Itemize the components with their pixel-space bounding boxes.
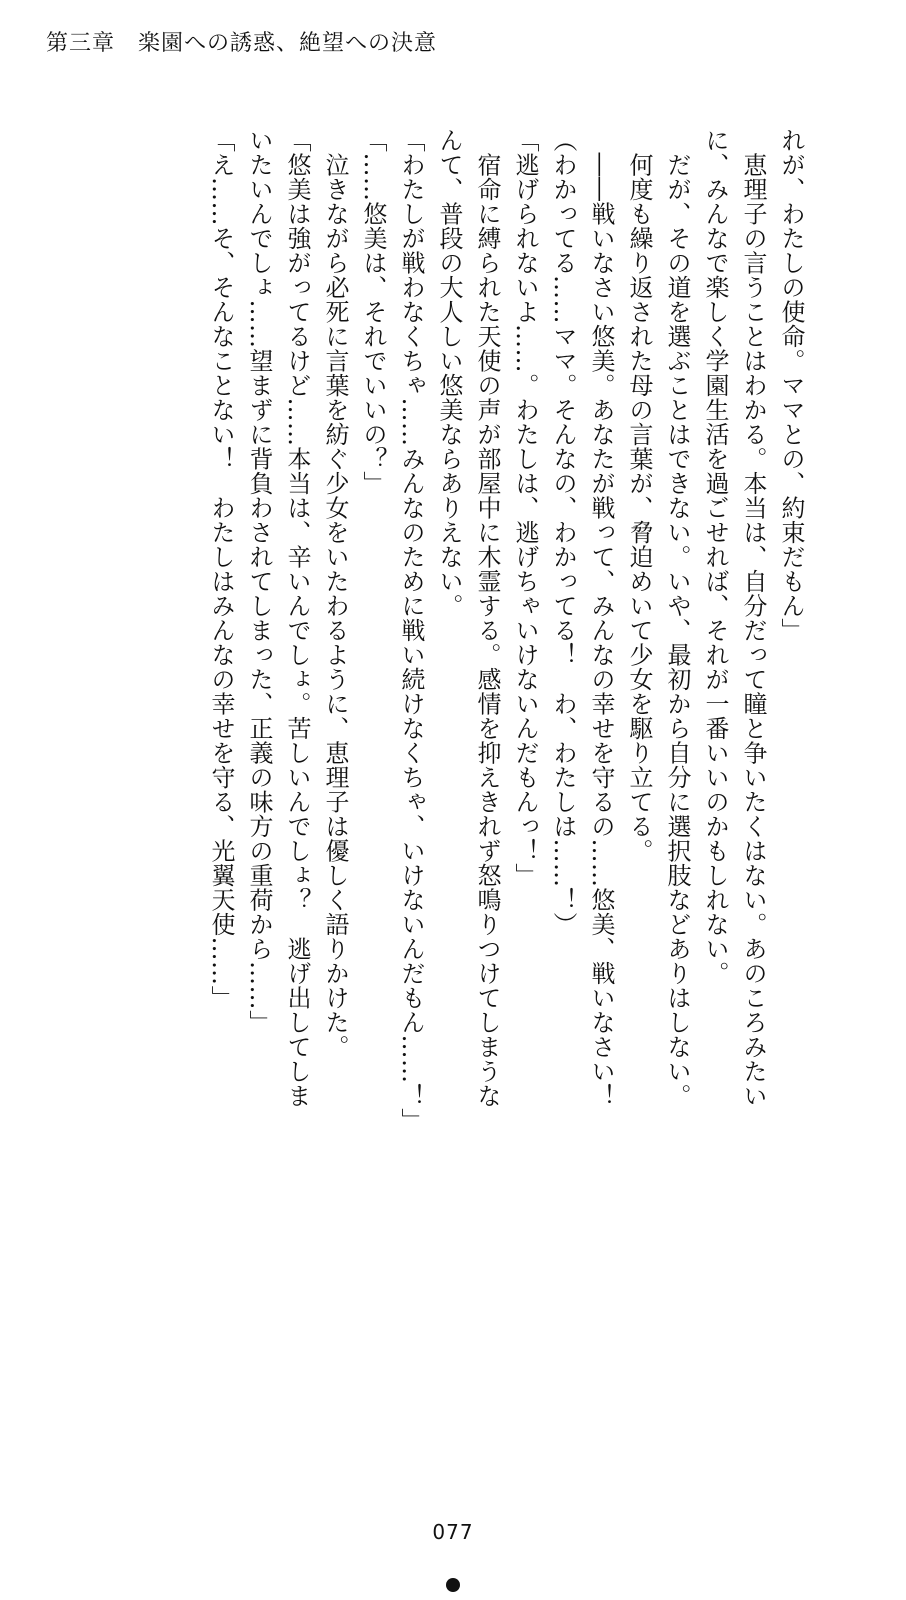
text-line: 恵理子の言うことはわかる。本当は、自分だって瞳と争いたくはない。あのころみたい [739,128,767,1108]
page-marker-dot [446,1578,460,1592]
text-line: 泣きながら必死に言葉を紡ぐ少女をいたわるように、恵理子は優しく語りかけた。 [321,128,349,1059]
text-line: ――戦いなさい悠美。あなたが戦って、みんなの幸せを守るの……悠美、戦いなさい！ [587,128,615,1108]
text-line: 「悠美は強がってるけど……本当は、辛いんでしょ。苦しいんでしょ？ 逃げ出してしま [283,128,311,1108]
text-line: 何度も繰り返された母の言葉が、脅迫めいて少女を駆り立てる。 [625,128,653,863]
text-line: 「え……そ、そんなことない！ わたしはみんなの幸せを守る、光翼天使……」 [207,128,235,1010]
text-line: 宿命に縛られた天使の声が部屋中に木霊する。感情を抑えきれず怒鳴りつけてしまうな [473,128,501,1108]
chapter-header: 第三章 楽園への誘惑、絶望への決意 [46,31,438,56]
text-line: れが、わたしの使命。ママとの、約束だもん」 [777,128,805,643]
text-line: いたいんでしょ……望まずに背負わされてしまった、正義の味方の重荷から……」 [245,128,273,1035]
text-line: んて、普段の大人しい悠美ならありえない。 [435,128,463,618]
text-line: 「わたしが戦わなくちゃ……みんなのために戦い続けなくちゃ、いけないんだもん……！」 [397,128,425,1133]
text-line: （わかってる……ママ。そんなの、わかってる！ わ、わたしは……！） [549,128,577,937]
page-number: 077 [432,1520,474,1544]
body-text [30,128,810,1323]
text-line: だが、その道を選ぶことはできない。いや、最初から自分に選択肢などありはしない。 [663,128,691,1108]
text-line: 「逃げられないよ……。わたしは、逃げちゃいけないんだもんっ！」 [511,128,539,888]
text-line: 「……悠美は、それでいいの？」 [359,128,387,496]
text-line: に、みんなで楽しく学園生活を過ごせれば、それが一番いいのかもしれない。 [701,128,729,986]
